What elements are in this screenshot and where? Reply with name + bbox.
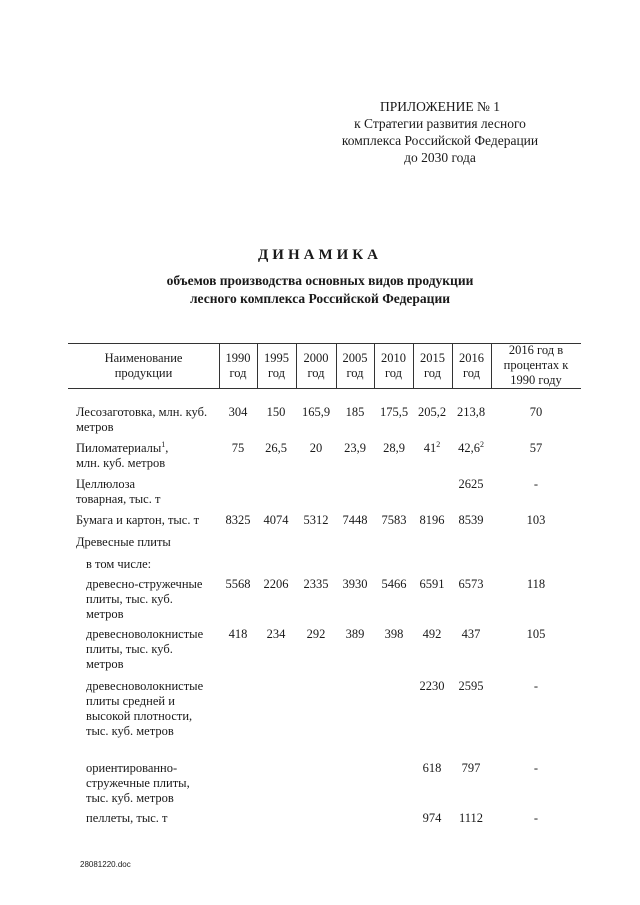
header-1995: 1995 год <box>264 350 289 380</box>
row-name: ориентированно-стружечные плиты, тыс. куб. метров <box>86 761 190 805</box>
value-2015: 618 <box>422 761 442 775</box>
value-2016: 6573 <box>458 577 484 591</box>
value-percent: 118 <box>526 577 546 591</box>
value-2005: 389 <box>345 627 365 641</box>
value-2005: 185 <box>345 405 365 419</box>
row-name: пеллеты, тыс. т <box>86 811 168 825</box>
value-2016: 213,8 <box>456 405 486 419</box>
value-2000: 2335 <box>303 577 329 591</box>
row-name: Древесные плиты <box>76 535 171 549</box>
value-2000: 5312 <box>303 513 329 527</box>
value-1995: 4074 <box>263 513 289 527</box>
value-percent: - <box>533 761 539 775</box>
row-name: Бумага и картон, тыс. т <box>76 513 200 527</box>
value-1990: 8325 <box>225 513 251 527</box>
row-name: древесноволокнистые плиты средней и высокой плотности, тыс. куб. метров <box>86 679 204 738</box>
appendix-line-2: к Стратегии развития лесного <box>354 116 526 131</box>
value-2015: 2230 <box>419 679 445 693</box>
value-2016: 8539 <box>458 513 484 527</box>
value-2016: 1112 <box>458 811 484 825</box>
footnote-marker: 2 <box>436 439 441 449</box>
value-percent: - <box>533 477 539 491</box>
value-2015: 8196 <box>419 513 445 527</box>
header-2010: 2010 год <box>381 350 406 380</box>
row-name: в том числе: <box>86 557 152 571</box>
value-2015: 974 <box>422 811 442 825</box>
subtitle-line-2: лесного комплекса Российской Федерации <box>189 291 451 306</box>
value-percent: - <box>533 679 539 693</box>
table-header-rule <box>68 388 581 389</box>
value-1990: 418 <box>228 627 248 641</box>
value-2010: 7583 <box>381 513 407 527</box>
footnote-marker: 2 <box>479 439 484 449</box>
value-2000: 20 <box>309 441 323 455</box>
value-2010: 175,5 <box>379 405 409 419</box>
value-1995: 150 <box>266 405 286 419</box>
row-name: Целлюлоза товарная, тыс. т <box>76 477 161 506</box>
value-2000: 165,9 <box>301 405 331 419</box>
header-2015: 2015 год <box>420 350 445 380</box>
appendix-header <box>330 98 550 166</box>
value-2015: 6591 <box>419 577 445 591</box>
appendix-line-3: комплекса Российской Федерации <box>341 133 539 148</box>
appendix-label: ПРИЛОЖЕНИЕ № 1 <box>379 99 501 114</box>
footnote-marker: 1 <box>161 439 166 449</box>
value-2016: 437 <box>461 627 481 641</box>
value-2016: 2625 <box>458 477 484 491</box>
value-percent: 103 <box>526 513 546 527</box>
value-2015: 205,2 <box>417 405 447 419</box>
value-2015: $41^2$ <box>423 439 441 455</box>
value-1995: 26,5 <box>265 441 287 455</box>
header-2000: 2000 год <box>303 350 329 380</box>
row-name: древесно-стружечные плиты, тыс. куб. метров <box>86 577 203 621</box>
value-percent: 70 <box>529 405 543 419</box>
value-1995: 2206 <box>263 577 289 591</box>
appendix-line-4: до 2030 года <box>404 150 476 165</box>
header-2016: 2016 год <box>459 350 484 380</box>
file-name-footer: 28081220.doc <box>80 860 131 869</box>
value-percent: 105 <box>526 627 546 641</box>
value-percent: - <box>533 811 539 825</box>
header-product-name: Наименование продукции <box>104 350 183 380</box>
value-percent: 57 <box>529 441 543 455</box>
value-2010: 5466 <box>381 577 407 591</box>
value-1990: 304 <box>228 405 248 419</box>
value-1990: 75 <box>231 441 245 455</box>
row-name: древесноволокнистые плиты, тыс. куб. метров <box>86 627 204 671</box>
row-name: Пиломатериалы$^1$, млн. куб. метров <box>76 439 169 470</box>
document-subtitle <box>0 272 640 308</box>
value-2016: 797 <box>461 761 481 775</box>
row-name: Лесозаготовка, млн. куб. метров <box>76 405 208 434</box>
value-2005: 3930 <box>342 577 368 591</box>
value-1995: 234 <box>266 627 286 641</box>
value-2016: 42,6$^2$ <box>458 439 484 455</box>
value-2005: 7448 <box>342 513 368 527</box>
value-2016: 2595 <box>458 679 484 693</box>
subtitle-line-1: объемов производства основных видов продукции <box>166 273 474 288</box>
value-2015: 492 <box>422 627 442 641</box>
value-2010: 28,9 <box>383 441 405 455</box>
header-1990: 1990 год <box>225 350 251 380</box>
header-percent-of-1990: 2016 год в процентах к 1990 году <box>503 343 569 387</box>
value-1990: 5568 <box>225 577 251 591</box>
header-2005: 2005 год <box>342 350 368 380</box>
value-2010: 398 <box>384 627 404 641</box>
value-2005: 23,9 <box>344 441 366 455</box>
value-2000: 292 <box>306 627 326 641</box>
document-title: ДИНАМИКА <box>257 247 383 263</box>
